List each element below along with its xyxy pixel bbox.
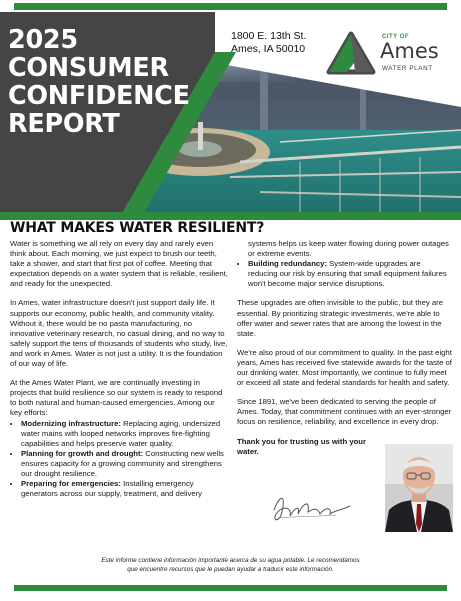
spanish-notice: [0, 556, 461, 574]
bullet-text: Constructing new wells ensures capacity for a growing community and strengthens our drought resilience.: [21, 448, 224, 478]
title-year: 2025: [8, 25, 78, 55]
top-rule: [0, 0, 461, 12]
quality-paragraph: We're also proud of our commitment to quality. In the past eight years, Ames has received five statewide awards for the taste of our drinking water. Most importantly, we continue to fully meet or exceed all state and federal standards for health and safety.: [237, 347, 452, 388]
title-line-confidence: CONFIDENCE: [8, 81, 190, 111]
bullet-text: Installing emergency generators across our supply, treatment, and delivery: [21, 479, 203, 499]
history-paragraph: Since 1891, we've been dedicated to serving the people of Ames. Today, that commitment continues with an ever-stronger focus on resilience, reliability, and excellence in every drop.: [237, 397, 452, 427]
title-line-report: REPORT: [8, 109, 120, 139]
address-city: Ames, IA 50010: [231, 43, 306, 55]
investment-paragraph: At the Ames Water Plant, we are continually investing in projects that build resilience so our system is ready to respond to both natural and human-caused emergencies. Among our key efforts:: [10, 378, 223, 418]
list-item: [21, 449, 228, 479]
bullet-label: Preparing for emergencies:: [21, 479, 121, 489]
list-item: [21, 419, 228, 449]
portrait-photo: [385, 444, 453, 532]
upgrades-paragraph: These upgrades are often invisible to the public, but they are essential. By prioritizing strategic investments, we're able to offer water and sewer rates that are among the lowest in the state.: [237, 298, 443, 338]
key-efforts-list-continued: [237, 259, 452, 289]
notice-line-2: que encuentre recursos que le puedan ayudar a traducir este información.: [127, 566, 334, 573]
title-line-consumer: CONSUMER: [8, 53, 169, 83]
logo-subtitle: WATER PLANT: [382, 65, 433, 72]
right-column: [237, 239, 452, 466]
ames-mountain-icon: [325, 30, 377, 82]
signature: [266, 488, 356, 528]
logo-city-label: CITY OF: [382, 34, 410, 40]
left-column: [10, 239, 228, 499]
report-title: [8, 26, 198, 138]
bullet-text: System-wide upgrades are reducing our risk by ensuring that small equipment failures won't become major service disruptions.: [248, 259, 447, 289]
bullet-label: Modernizing infrastructure:: [21, 418, 121, 428]
list-item: [248, 259, 452, 289]
portrait-image: [385, 444, 453, 532]
list-item: [21, 479, 228, 499]
bullet-text: Replacing aging, undersized water mains with looped networks improves fire-fighting capabilities and helps preserve water quality.: [21, 418, 221, 448]
bottom-green-bar: [14, 585, 447, 591]
notice-line-1: Este informe contiene información importante acerca de su agua potable. Le recomendamos: [101, 557, 360, 564]
bullet-label: Building redundancy:: [248, 259, 328, 269]
list-continuation: systems helps us keep water flowing during power outages or extreme events.: [248, 239, 449, 259]
section-heading: WHAT MAKES WATER RESILIENT?: [10, 220, 265, 236]
infrastructure-paragraph: In Ames, water infrastructure doesn't just support daily life. It supports our economy, public health, and community vitality. Without it, there would be no pasta manufacturing, no innovative veterinary research, no casual dining, and no way to safely support the tens of thousands of students who study, live, and work in Ames. Water is not just a utility. It is the foundation of our way of life.: [10, 298, 228, 369]
intro-paragraph: Water is something we all rely on every day and rarely even think about. Each morning, we just expect to brush our teeth, take a shower, and start that first pot of coffee. Meeting that expectation depends on a water system that is reliable, resilient, and ready for the unexpected.: [10, 239, 228, 289]
thank-you-line: Thank you for trusting us with your water.: [237, 436, 366, 456]
key-efforts-list: [10, 419, 228, 500]
address-street: 1800 E. 13th St.: [231, 30, 307, 42]
logo-name: Ames: [380, 39, 439, 63]
top-green-bar: [14, 3, 447, 10]
city-of-ames-logo: [325, 30, 450, 82]
bullet-label: Planning for growth and drought:: [21, 448, 144, 458]
